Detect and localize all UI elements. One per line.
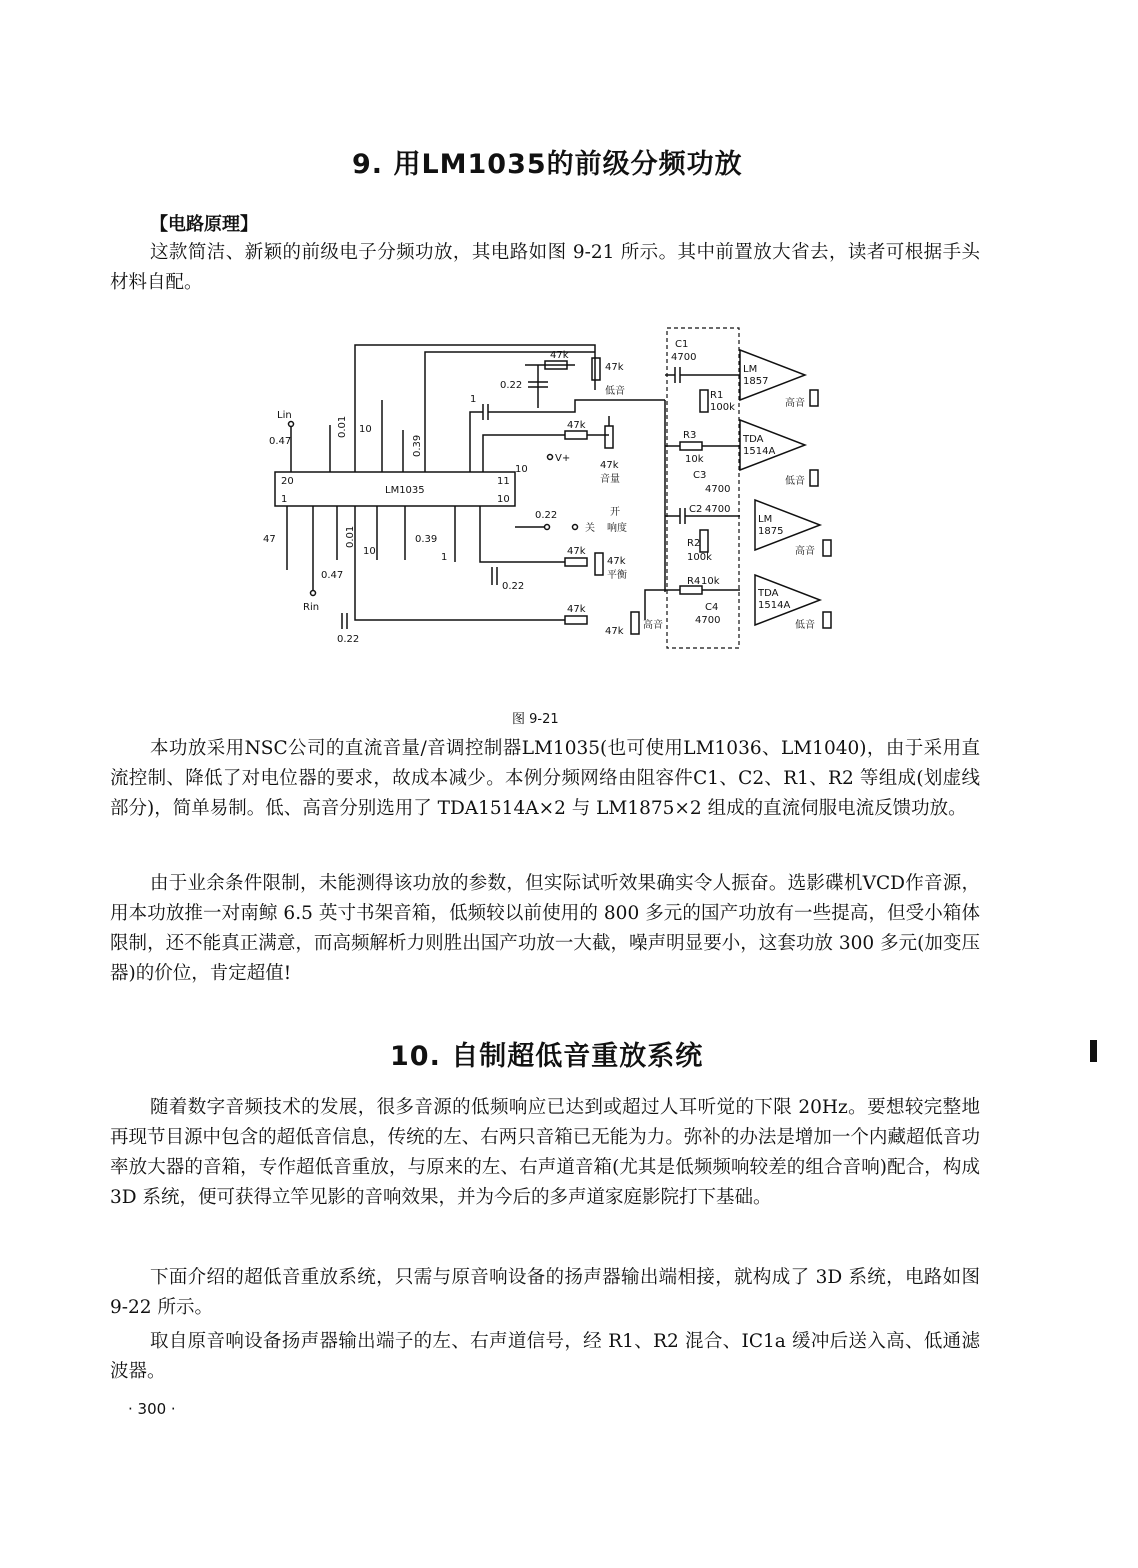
margin-mark [1090, 1040, 1097, 1062]
svg-text:TDA: TDA [758, 588, 779, 599]
paragraph: 本功放采用NSC公司的直流音量/音调控制器LM1035(也可使用LM1036、LM1040)，由于采用直流控制、降低了对电位器的要求，故成本减少。本例分频网络由阻容件C1、C2、R1、R2 等组成(划虚线部分)，简单易制。低、高音分别选用了 TDA1514A×2 与 LM1875×2 组成的直流伺服电流反馈功放。 [110, 738, 980, 819]
svg-text:0.22: 0.22 [535, 510, 558, 521]
svg-text:10: 10 [363, 546, 376, 557]
svg-text:47k: 47k [567, 420, 586, 431]
speaker-icon [810, 390, 818, 406]
svg-text:47k: 47k [550, 350, 569, 361]
svg-text:47k: 47k [567, 604, 586, 615]
pin-label: 1 [281, 494, 288, 505]
svg-text:C2: C2 [689, 504, 703, 515]
svg-text:10: 10 [359, 424, 372, 435]
svg-text:响度: 响度 [607, 523, 627, 534]
svg-text:47k: 47k [605, 362, 624, 373]
page-number: · 300 · [128, 1400, 176, 1418]
pot-balance [595, 553, 603, 575]
svg-text:R2: R2 [687, 538, 701, 549]
svg-text:LM: LM [743, 364, 758, 375]
svg-text:C1: C1 [675, 339, 689, 350]
svg-text:4700: 4700 [705, 484, 731, 495]
speaker-icon [823, 612, 831, 628]
amp-tda1514a [740, 420, 805, 470]
svg-text:100k: 100k [687, 552, 712, 563]
svg-text:4700: 4700 [705, 504, 731, 515]
svg-text:0.22: 0.22 [337, 634, 360, 645]
svg-text:4700: 4700 [695, 615, 721, 626]
pin-label: 20 [281, 476, 294, 487]
svg-text:高音: 高音 [795, 546, 815, 557]
svg-text:0.39: 0.39 [415, 534, 438, 545]
paragraph: 随着数字音频技术的发展，很多音源的低频响应已达到或超过人耳听觉的下限 20Hz。要想较完整地再现节目源中包含的超低音信息，传统的左、右两只音箱已无能为力。弥补的办法是增加一个内藏超低音功率放大器的音箱，专作超低音重放，与原来的左、右声道音箱(尤其是低频频响较差的组合音响)配合，构成 3D 系统，便可获得立竿见影的音响效果，并为今后的多声道家庭影院打下基础。 [110, 1097, 980, 1208]
ic-label: LM1035 [385, 485, 425, 496]
svg-text:R1: R1 [710, 390, 724, 401]
svg-text:47k: 47k [607, 556, 626, 567]
svg-text:10: 10 [515, 464, 528, 475]
svg-text:0.01: 0.01 [337, 415, 348, 438]
svg-text:LM: LM [758, 514, 773, 525]
svg-text:1875: 1875 [758, 526, 784, 537]
svg-text:R3: R3 [683, 430, 697, 441]
svg-text:10k: 10k [685, 454, 704, 465]
subsection-tag: 【电路原理】 [150, 214, 258, 235]
svg-text:0.22: 0.22 [500, 380, 523, 391]
amp-lm1857 [740, 350, 805, 400]
section-title: 10. 自制超低音重放系统 [390, 1041, 704, 1072]
svg-text:1514A: 1514A [758, 600, 791, 611]
svg-text:关: 关 [585, 523, 595, 534]
svg-text:音量: 音量 [600, 474, 620, 485]
paragraph: 下面介绍的超低音重放系统，只需与原音响设备的扬声器输出端相接，就构成了 3D 系统，电路如图 9-22 所示。 [110, 1267, 980, 1318]
svg-text:高音: 高音 [785, 398, 805, 409]
section-title: 9. 用LM1035的前级分频功放 [352, 149, 743, 180]
pin-label: 11 [497, 476, 510, 487]
svg-text:0.39: 0.39 [412, 434, 423, 457]
svg-text:开: 开 [610, 507, 620, 518]
svg-text:47k: 47k [605, 626, 624, 637]
svg-text:47: 47 [263, 534, 276, 545]
pin-label: 10 [497, 494, 510, 505]
svg-text:47k: 47k [600, 460, 619, 471]
svg-text:C3: C3 [693, 470, 707, 481]
pot-treble [631, 612, 639, 634]
paragraph: 这款简洁、新颖的前级电子分频功放，其电路如图 9-21 所示。其中前置放大省去，读者可根据手头材料自配。 [110, 242, 980, 293]
svg-text:0.47: 0.47 [269, 436, 292, 447]
svg-text:R4: R4 [687, 576, 701, 587]
svg-text:1514A: 1514A [743, 446, 776, 457]
svg-text:Lin: Lin [277, 410, 292, 421]
circuit-diagram [255, 320, 855, 660]
svg-text:47k: 47k [567, 546, 586, 557]
amp-lm1875 [755, 500, 820, 550]
svg-text:高音: 高音 [643, 620, 663, 631]
pot-volume [605, 426, 613, 448]
svg-text:100k: 100k [710, 402, 735, 413]
svg-text:1: 1 [470, 394, 477, 405]
svg-text:10k: 10k [701, 576, 720, 587]
svg-text:0.22: 0.22 [502, 581, 525, 592]
svg-text:0.01: 0.01 [345, 525, 356, 548]
svg-text:V+: V+ [555, 453, 571, 464]
svg-text:0.47: 0.47 [321, 570, 344, 581]
pot-bass [592, 358, 600, 380]
svg-text:TDA: TDA [743, 434, 764, 445]
speaker-icon [810, 470, 818, 486]
svg-text:1: 1 [441, 552, 448, 563]
svg-text:Rin: Rin [303, 602, 320, 613]
svg-text:平衡: 平衡 [607, 570, 627, 581]
svg-text:低音: 低音 [785, 476, 805, 487]
svg-text:低音: 低音 [605, 386, 625, 397]
figure-caption: 图 9-21 [512, 712, 559, 727]
svg-text:C4: C4 [705, 602, 719, 613]
paragraph: 取自原音响设备扬声器输出端子的左、右声道信号，经 R1、R2 混合、IC1a 缓冲后送入高、低通滤波器。 [110, 1331, 980, 1382]
paragraph: 由于业余条件限制，未能测得该功放的参数，但实际试听效果确实令人振奋。选影碟机VCD作音源，用本功放推一对南鲸 6.5 英寸书架音箱，低频较以前使用的 800 多元的国产功放有一些提高，但受小箱体限制，还不能真正满意，而高频解析力则胜出国产功放一大截，噪声明显要小，这套功放 300 多元(加变压器)的价位，肯定超值! [110, 873, 980, 984]
speaker-icon [823, 540, 831, 556]
svg-text:4700: 4700 [671, 352, 697, 363]
svg-text:低音: 低音 [795, 620, 815, 631]
svg-text:1857: 1857 [743, 376, 769, 387]
